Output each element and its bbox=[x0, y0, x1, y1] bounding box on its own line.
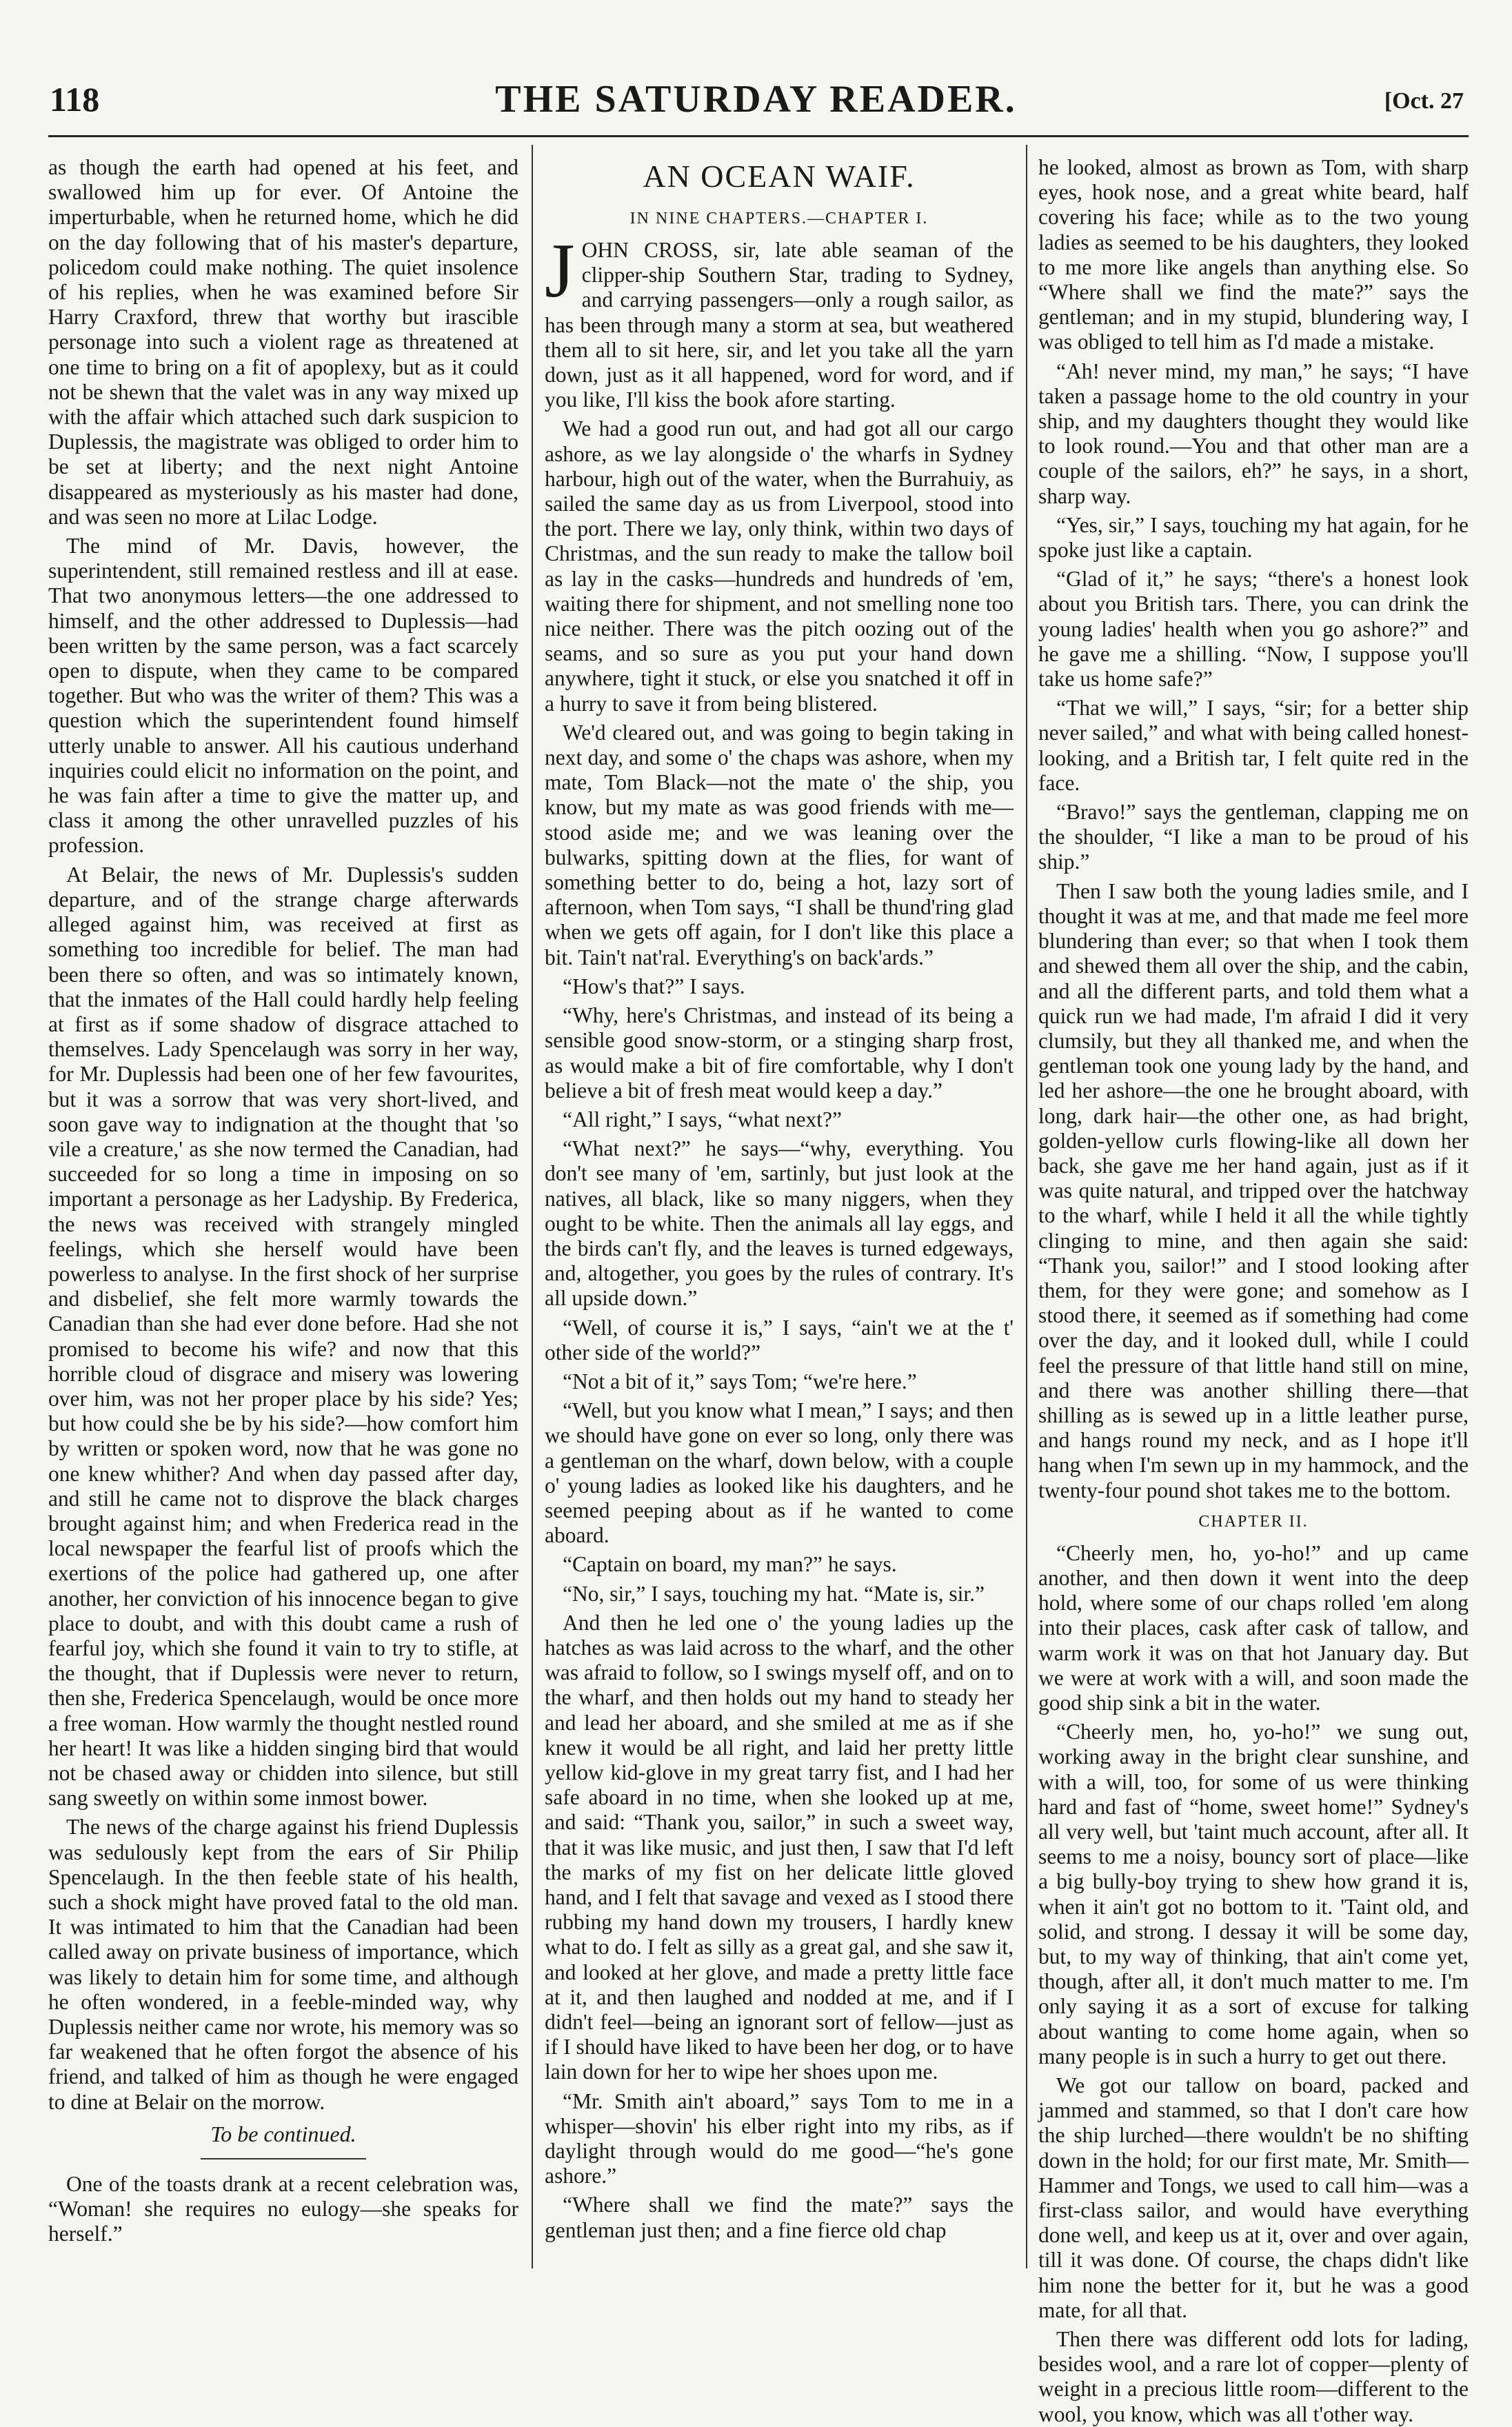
drop-cap: J bbox=[545, 228, 575, 314]
paragraph: “Glad of it,” he says; “there's a honest look about you British tars. There, you can drink the young ladies' health when you go ashore?” and he gave me a shilling. “Now, I suppose you'll take us home safe?” bbox=[1038, 567, 1469, 692]
section-rule bbox=[201, 2158, 366, 2159]
paragraph: “Cheerly men, ho, yo-ho!” and up came another, and then down it went into the deep hold, where some of our chaps rolled 'em along into their places, cask after cask of tallow, and warm work it was on that hot January day. But we were at work with a will, and soon made the good ship sink a bit in the water. bbox=[1038, 1540, 1469, 1715]
paragraph: as though the earth had opened at his feet, and swallowed him up for ever. Of Antoine the imperturbable, when he returned home, which he did on the day following that of his master's departure, policedom could make nothing. The quiet insolence of his replies, when he was examined before Sir Harry Craxford, threw that worthy but irascible personage into such a violent rage as threatened at one time to bring on a fit of apoplexy, but as it could not be shewn that the valet was in any way mixed up with the affair which attached such dark suspicion to Duplessis, the magistrate was obliged to order him to be set at liberty; and the next night Antoine disappeared as mysteriously as his master had done, and was seen no more at Lilac Lodge. bbox=[48, 155, 518, 529]
paragraph: “How's that?” I says. bbox=[563, 974, 745, 998]
paragraph: “Ah! never mind, my man,” he says; “I have taken a passage home to the old country in your ship, and my daughters thought they would like to look round.—You and that other man are a couple of the sailors, eh?” he says, in a short, sharp way. bbox=[1038, 359, 1469, 508]
paragraph: Then there was different odd lots for lading, besides wool, and a rare lot of copper—plenty of weight in a precious little room—different to the wool, you know, which was all t'other way. bbox=[1038, 2327, 1469, 2426]
paragraph: “Well, of course it is,” I says, “ain't we at the t' other side of the world?” bbox=[545, 1315, 1014, 1364]
paragraph: he looked, almost as brown as Tom, with sharp eyes, hook nose, and a great white beard, half covering his face; while as to the two young ladies as seemed to be his daughters, they looked to me more like angels than anything else. So “Where shall we find the mate?” says the gentleman; and in my stupid, blundering way, I was obliged to tell him as I'd made a mistake. bbox=[1038, 155, 1469, 354]
paragraph: “Well, but you know what I mean,” I says; and then we should have gone on ever so long, only there was a gentleman on the wharf, down below, with a couple o' young ladies as looked like his daughters, and he seemed peeping about as if he wanted to come aboard. bbox=[545, 1398, 1014, 1548]
paragraph: “Why, here's Christmas, and instead of its being a sensible good snow-storm, or a stinging sharp frost, as would make a bit of fire comfortable, why I don't believe a bit of fresh meat would keep a day.” bbox=[545, 1003, 1014, 1102]
paragraph: “Bravo!” says the gentleman, clapping me on the shoulder, “I like a man to be proud of his ship.” bbox=[1038, 800, 1469, 874]
opening-paragraph bbox=[545, 228, 1014, 412]
issue-date: [Oct. 27 bbox=[1384, 88, 1464, 114]
masthead-title: THE SATURDAY READER. bbox=[495, 78, 1017, 121]
paragraph: “That we will,” I says, “sir; for a better ship never sailed,” and what with being called honest-looking, and a British tar, I felt quite red in the face. bbox=[1038, 696, 1469, 795]
paragraph-toast: One of the toasts drank at a recent celebration was, “Woman! she requires no eulogy—she speaks for herself.” bbox=[48, 2171, 518, 2246]
to-be-continued: To be continued. bbox=[210, 2121, 356, 2146]
paragraph: “Where shall we find the mate?” says the gentleman just then; and a fine fierce old chap bbox=[545, 2193, 1014, 2242]
paragraph: “What next?” he says—“why, everything. You don't see many of 'em, sartinly, but just look at the natives, all black, like so many niggers, when they ought to be white. Then the animals all lay eggs, and the birds can't fly, and the leaves is turned edgeways, and, altogether, you goes by the rules of contrary. It's all upside down.” bbox=[545, 1136, 1014, 1311]
paragraph: “Mr. Smith ain't aboard,” says Tom to me in a whisper—shovin' his elber right into my ribs, as if daylight through would do me good—“he's gone ashore.” bbox=[545, 2088, 1014, 2188]
paragraph: “Yes, sir,” I says, touching my hat again, for he spoke just like a captain. bbox=[1038, 512, 1469, 563]
page-number: 118 bbox=[50, 80, 100, 119]
paragraph: “All right,” I says, “what next?” bbox=[563, 1107, 842, 1131]
column-divider bbox=[532, 145, 533, 2268]
paragraph: We got our tallow on board, packed and jammed and stammed, so that I don't care how the ship lurched—there wouldn't be no shifting down in the hold; for our first mate, Mr. Smith—Hammer and Tongs, we used to call him—was a first-class sailor, and would have everything done well, and keep us at it, over and over again, till it was done. Of course, the chaps didn't like him none the better for it, but he was a good mate, for all that. bbox=[1038, 2073, 1469, 2322]
paragraph: And then he led one o' the young ladies up the hatches as was laid across to the wharf, and the other was afraid to follow, so I swings myself off, and on to the wharf, and then holds out my hand to steady her and lead her aboard, and she smiled at me as if she knew it would be all right, and laid her pretty little yellow kid-glove in my great tarry fist, and I had her safe aboard in no time, when she looked up at me, and said: “Thank you, sailor,” in such a sweet way, that it was like music, and just then, I saw that I'd left the marks of my fist on her delicate little gloved hand, and I felt that savage and vexed as I stood there rubbing my hand down my trousers, I hardly knew what to do. I felt as silly as a great gal, and she saw it, and looked at her glove, and made a pretty little face at it, and then laughed and nodded at me, and if I didn't feel—being an ignorant sort of fellow—just as if I should have liked to have been her dog, or to have lain down for her to wipe her shoes upon me. bbox=[545, 1610, 1014, 2084]
paragraph: “Cheerly men, ho, yo-ho!” we sung out, working away in the bright clear sunshine, and with a will, too, for some of us were thinking hard and fast of “home, sweet home!” Sydney's all very well, but 'taint much account, after all. It seems to me a noisy, bouncy sort of place—like a big bully-boy trying to shew how grand it is, when it ain't got no bottom to it. 'Taint old, and solid, and strong. I dessay it will be some day, but, to my way of thinking, that ain't come yet, though, after all, it don't much matter to me. I'm only saying it as a sort of excuse for talking about wanting to come home again, when so many people is in such a hurry to get out there. bbox=[1038, 1720, 1469, 2068]
column-divider bbox=[1026, 145, 1027, 2268]
paragraph: “Not a bit of it,” says Tom; “we're here.” bbox=[563, 1369, 917, 1393]
paragraph: Then I saw both the young ladies smile, and I thought it was at me, and that made me feel more blundering than ever; so that when I took them and shewed them all over the ship, and the cabin, and all the different parts, and told them what a quick run we had made, I'm afraid I did it very clumsily, but they all thanked me, and when the gentleman took one young lady by the hand, and led her ashore—the one he brought aboard, with long, dark hair—the other one, as had bright, golden-yellow curls flowing-like all down her back, she gave me her hand again, just as if it was quite natural, and tripped over the hatchway to the wharf, while I held it all the while tightly clinging to mine, and then again she said: “Thank you, sailor!” and I stood looking after them, for they were gone; and somehow as I stood there, it seemed as if something had come over the day, and it looked dull, while I could feel the pressure of that little hand still on mine, and there was another shilling there—that shilling as is sewed up in a little leather purse, and hangs round my neck, and as I hope it'll hang when I'm sewn up in my hammock, and the twenty-four pound shot takes me to the bottom. bbox=[1038, 878, 1469, 1502]
page-header bbox=[0, 0, 1512, 172]
column-1 bbox=[48, 155, 518, 2265]
paragraph: “No, sir,” I says, touching my hat. “Mate is, sir.” bbox=[563, 1581, 985, 1606]
story-title: AN OCEAN WAIF. bbox=[643, 159, 916, 194]
header-rule bbox=[48, 135, 1469, 137]
column-3 bbox=[1038, 155, 1469, 2426]
paragraph: We'd cleared out, and was going to begin taking in next day, and some o' the chaps was ashore, when my mate, Tom Black—not the mate o' the ship, you know, but my mate as was good friends with me—stood aside me; and we was leaning over the bulwarks, spitting down at the flies, for want of something better to do, being a hot, lazy sort of afternoon, when Tom says, “I shall be thund'ring glad when we gets off again, for I don't like this place a bit. Tain't nat'ral. Everything's on back'ards.” bbox=[545, 720, 1014, 969]
opening-text: OHN CROSS, sir, late able seaman of the clipper-ship Southern Star, trading to Sydney, and carrying passengers—only a rough sailor, as has been through many a storm at sea, but weathered them all to sit here, sir, and let you take all the yarn down, just as it all happened, word for word, and if you like, I'll kiss the book afore starting. bbox=[545, 238, 1014, 412]
paragraph: We had a good run out, and had got all our cargo ashore, as we lay alongside o' the wharfs in Sydney harbour, high out of the water, when the Burrahuiy, as sailed the same day as us from Liverpool, stood into the port. There we lay, only think, within two days of Christmas, and the sun ready to make the tallow boil as lay in the casks—hundreds and hundreds of 'em, waiting there for shipment, and not smelling none too nice neither. There was the pitch oozing out of the seams, and so sure as you put your hand down anywhere, tight it stuck, or else you snatched it off in a hurry to save it from being blistered. bbox=[545, 416, 1014, 716]
chapter-heading: IN NINE CHAPTERS.—CHAPTER I. bbox=[629, 210, 929, 228]
chapter-heading: CHAPTER II. bbox=[1198, 1512, 1309, 1531]
column-2 bbox=[545, 155, 1014, 2265]
paragraph: The news of the charge against his friend Duplessis was sedulously kept from the ears of Sir Philip Spencelaugh. In the then feeble state of his health, such a shock might have proved fatal to the old man. It was intimated to him that the Canadian had been called away on private business of importance, which was likely to detain him for some time, and although he often wondered, in a feeble-minded way, why Duplessis neither came nor wrote, his memory was so far weakened that he often forgot the absence of his friend, and talked of him as though he were engaged to dine at Belair on the morrow. bbox=[48, 1815, 518, 2114]
paragraph: The mind of Mr. Davis, however, the superintendent, still remained restless and ill at ease. That two anonymous letters—the one addressed to himself, and the other addressed to Duplessis—had been written by the same person, was a fact scarcely open to dispute, when they came to be compared together. But who was the writer of them? This was a question which the superintendent found himself utterly unable to answer. All his cautious underhand inquiries could elicit no information on the point, and he was fain after a time to give the matter up, and class it among the other unravelled puzzles of his profession. bbox=[48, 534, 518, 858]
paragraph: “Captain on board, my man?” he says. bbox=[563, 1552, 897, 1577]
paragraph: At Belair, the news of Mr. Duplessis's sudden departure, and of the strange charge afterwards alleged against him, was received at first as something too incredible for belief. The man had been there so often, and was so intimately known, that the inmates of the Hall could hardly help feeling at first as if some shadow of disgrace attached to themselves. Lady Spencelaugh was sorry in her way, for Mr. Duplessis had been one of her few favourites, but it was a sorrow that was very short-lived, and soon gave way to indignation at the thought that 'so vile a creature,' as she now termed the Canadian, had succeeded for so long a time in imposing on so important a personage as her Ladyship. By Frederica, the news was received with strangely mingled feelings, which she herself would have been powerless to analyse. In the first shock of her surprise and disbelief, she felt more warmly towards the Canadian than she had ever done before. Had she not promised to become his wife? and now that this horrible cloud of disgrace and misery was lowering over him, was not her proper place by his side? Yes; but how could she be by his side?—how comfort him by written or spoken word, now that he was gone no one knew whither? And when day passed after day, and still he came not to disprove the black charges brought against him; and when Frederica read in the local newspaper the fearful list of proofs which the exertions of the police had gathered up, one after another, her conviction of his innocence began to give place to doubt, and with this doubt came a rush of fearful joy, which she found it vain to try to stifle, at the thought, that if Duplessis were never to return, then she, Frederica Spencelaugh, would be once more a free woman. How warmly the thought nestled round her heart! It was like a hidden singing bird that would not be chased away or chidden into silence, but still sang sweetly on within some inmost bower. bbox=[48, 862, 518, 1811]
